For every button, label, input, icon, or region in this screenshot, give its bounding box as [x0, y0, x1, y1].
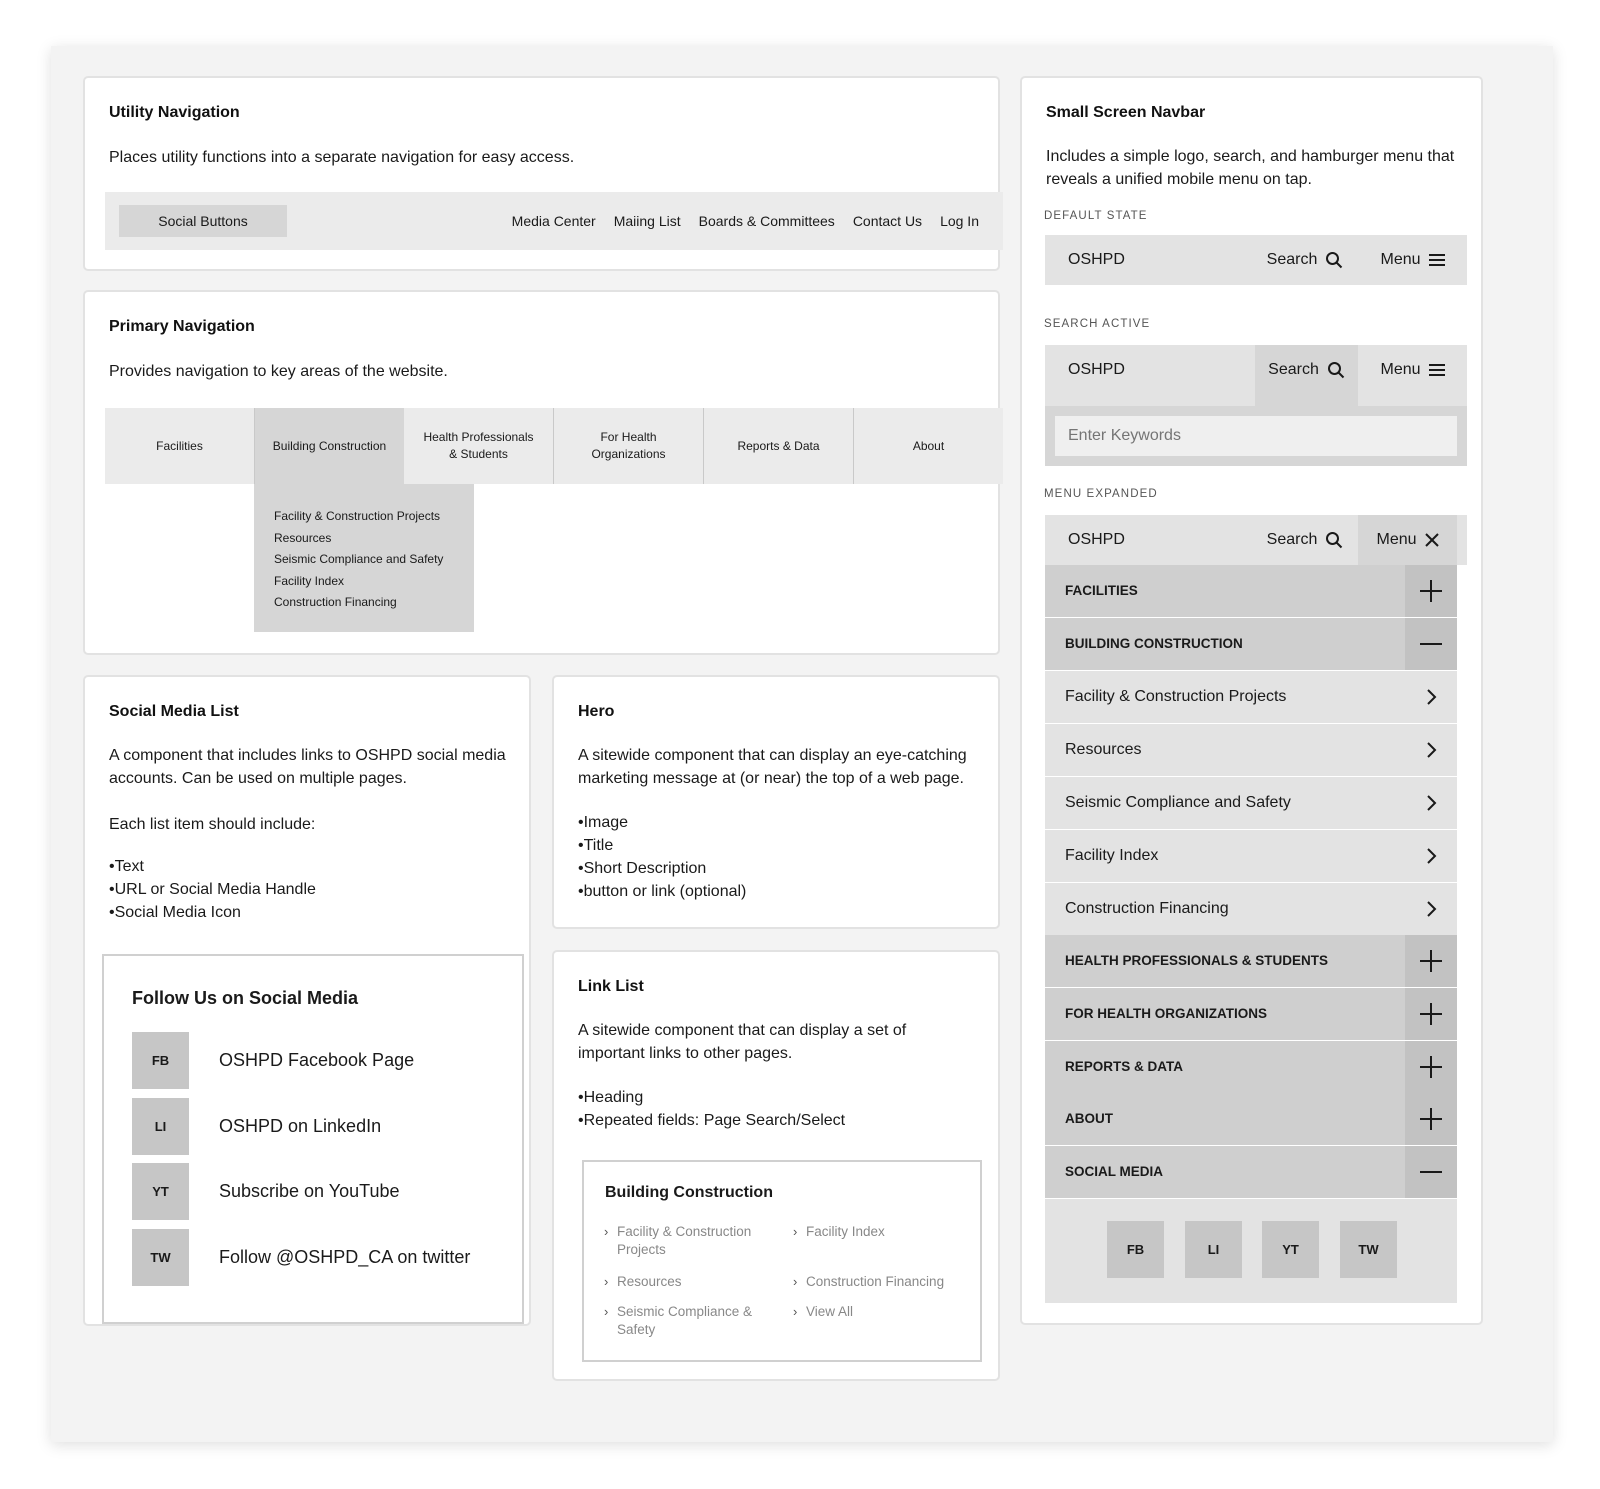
utility-navigation-card [83, 76, 1000, 271]
social-item-text: Follow @OSHPD_CA on twitter [219, 1247, 471, 1267]
facebook-icon: FB [132, 1032, 189, 1089]
small-screen-navbar-card [1020, 76, 1483, 1325]
utility-link-media-center[interactable]: Media Center [511, 213, 596, 229]
state-label-menu: MENU EXPANDED [1044, 488, 1158, 500]
nav-item-label: For Health Organizations [591, 430, 666, 461]
dropdown-item[interactable]: Facility & Construction Projects [274, 509, 441, 523]
search-button[interactable] [1253, 235, 1357, 285]
card-title: Social Media List [109, 703, 239, 720]
search-input[interactable] [1055, 416, 1457, 456]
bullet-item: • button or link (optional) [578, 880, 746, 903]
chevron-right-icon: › [604, 1274, 609, 1289]
link-list-item[interactable] [604, 1303, 774, 1339]
card-title: Primary Navigation [109, 318, 255, 335]
social-item-text: OSHPD on LinkedIn [219, 1116, 382, 1136]
menu-link[interactable] [1045, 883, 1457, 935]
menu-section-label: REPORTS & DATA [1065, 1059, 1183, 1074]
menu-link-label: Facility & Construction Projects [1065, 688, 1287, 705]
link-list-item[interactable] [793, 1303, 963, 1321]
hamburger-icon [1429, 253, 1445, 267]
chevron-right-icon [1419, 897, 1443, 921]
twitter-icon[interactable]: TW [1340, 1221, 1397, 1278]
card-description: A component that includes links to OSHPD social media accounts. Can be used on multiple pages. Each list item should include: [109, 747, 506, 833]
chevron-right-icon: › [793, 1224, 798, 1239]
social-media-list-card [83, 675, 531, 1326]
search-label: Search [1268, 361, 1319, 378]
social-item-linkedin[interactable] [132, 1098, 381, 1155]
chevron-right-icon [1419, 738, 1443, 762]
social-item-twitter[interactable] [132, 1229, 470, 1286]
link-text: Construction Financing [806, 1274, 945, 1289]
link-list-heading: Building Construction [605, 1184, 773, 1201]
search-icon [1325, 251, 1343, 269]
bullet-list [578, 811, 746, 903]
menu-button[interactable] [1358, 515, 1457, 565]
utility-bar [105, 192, 1003, 250]
bullet-list [578, 1086, 845, 1132]
menu-label: Menu [1380, 251, 1421, 268]
social-buttons[interactable]: Social Buttons [119, 205, 287, 237]
utility-links [512, 192, 979, 250]
menu-link-label: Seismic Compliance and Safety [1065, 794, 1291, 811]
facebook-icon[interactable]: FB [1107, 1221, 1164, 1278]
menu-section-building-construction[interactable] [1045, 618, 1457, 670]
chevron-right-icon: › [793, 1274, 798, 1289]
link-text: Resources [617, 1274, 682, 1289]
search-button[interactable] [1255, 345, 1358, 406]
state-label-default: DEFAULT STATE [1044, 210, 1148, 222]
youtube-icon[interactable]: YT [1262, 1221, 1319, 1278]
primary-navigation-card [83, 290, 1000, 655]
menu-section-facilities[interactable] [1045, 565, 1457, 617]
menu-link[interactable] [1045, 777, 1457, 829]
chevron-right-icon: › [604, 1304, 609, 1319]
logo[interactable]: OSHPD [1068, 361, 1125, 378]
link-text: Facility & Construction Projects [617, 1224, 752, 1257]
bullet-item: • Text [109, 855, 316, 878]
card-description: A sitewide component that can display an eye-catching marketing message at (or near) the top of a web page. [578, 747, 967, 787]
minus-icon[interactable] [1405, 1146, 1457, 1198]
follow-us-box [102, 954, 524, 1324]
utility-link-contact[interactable]: Contact Us [852, 213, 923, 229]
search-panel [1045, 406, 1467, 466]
card-title: Small Screen Navbar [1046, 104, 1206, 121]
utility-link-boards[interactable]: Boards & Committees [698, 213, 835, 229]
link-list-item[interactable] [793, 1223, 963, 1241]
card-title: Utility Navigation [109, 104, 240, 121]
dropdown-item[interactable]: Seismic Compliance and Safety [274, 552, 444, 566]
hero-card [552, 675, 1000, 929]
menu-section-reports-data[interactable] [1045, 1041, 1457, 1093]
plus-icon[interactable] [1405, 935, 1457, 987]
plus-icon[interactable] [1405, 1093, 1457, 1145]
link-list-item[interactable] [793, 1273, 963, 1291]
search-label: Search [1266, 531, 1318, 548]
bullet-item: • Heading [578, 1086, 845, 1109]
bullet-item: • Repeated fields: Page Search/Select [578, 1109, 845, 1132]
search-icon [1325, 531, 1343, 549]
logo[interactable]: OSHPD [1068, 531, 1125, 548]
linkedin-icon[interactable]: LI [1185, 1221, 1242, 1278]
menu-section-label: SOCIAL MEDIA [1065, 1164, 1164, 1179]
menu-section-label: ABOUT [1065, 1111, 1113, 1126]
linkedin-icon: LI [132, 1098, 189, 1155]
primary-nav-bar [105, 408, 1003, 484]
social-item-text: OSHPD Facebook Page [219, 1050, 415, 1070]
link-list-example [582, 1160, 982, 1362]
social-item-youtube[interactable] [132, 1163, 399, 1220]
chevron-right-icon [1419, 791, 1443, 815]
mobile-navbar-search-active [1045, 345, 1467, 406]
menu-section-social-media[interactable] [1045, 1146, 1457, 1198]
card-description: Places utility functions into a separate navigation for easy access. [109, 149, 575, 166]
primary-nav-item-facilities[interactable]: Facilities [105, 408, 255, 484]
link-list-item[interactable] [604, 1273, 774, 1291]
close-icon [1425, 533, 1439, 547]
bullet-item: • Image [578, 811, 746, 834]
utility-link-mailing-list[interactable]: Maiing List [613, 213, 681, 229]
follow-title: Follow Us on Social Media [132, 988, 359, 1008]
menu-link[interactable] [1045, 724, 1457, 776]
utility-link-login[interactable]: Log In [940, 213, 979, 229]
mobile-navbar-default [1045, 235, 1467, 285]
primary-nav-item-about[interactable]: About [912, 438, 945, 453]
plus-icon[interactable] [1405, 565, 1457, 617]
menu-label: Menu [1376, 531, 1417, 548]
wireframe-board [51, 46, 1553, 1442]
search-icon [1327, 361, 1345, 379]
menu-section-label: HEALTH PROFESSIONALS & STUDENTS [1065, 953, 1329, 968]
menu-label: Menu [1380, 361, 1421, 378]
youtube-icon: YT [132, 1163, 189, 1220]
bullet-list [109, 855, 316, 924]
menu-link[interactable] [1045, 671, 1457, 723]
bullet-item: • Title [578, 834, 746, 857]
menu-link-label: Construction Financing [1065, 900, 1229, 917]
bullet-item: • Short Description [578, 857, 746, 880]
menu-section-label: BUILDING CONSTRUCTION [1065, 636, 1243, 651]
bullet-item: • URL or Social Media Handle [109, 878, 316, 901]
search-button[interactable] [1253, 515, 1357, 565]
twitter-icon: TW [132, 1229, 189, 1286]
link-text: View All [806, 1304, 854, 1319]
primary-nav-item-building-construction[interactable]: Building Construction [255, 408, 404, 484]
minus-icon[interactable] [1405, 618, 1457, 670]
search-label: Search [1266, 251, 1318, 268]
chevron-right-icon: › [604, 1224, 609, 1239]
plus-icon[interactable] [1405, 988, 1457, 1040]
social-item-facebook[interactable] [132, 1032, 414, 1089]
primary-nav-item-reports-data[interactable]: Reports & Data [704, 408, 854, 484]
state-label-search: SEARCH ACTIVE [1044, 318, 1151, 330]
menu-section-health-organizations[interactable] [1045, 988, 1457, 1040]
card-title: Hero [578, 703, 615, 720]
menu-button[interactable] [1358, 235, 1467, 285]
menu-section-about[interactable] [1045, 1093, 1457, 1145]
link-list-item[interactable] [604, 1223, 774, 1259]
social-item-text: Subscribe on YouTube [219, 1181, 400, 1201]
chevron-right-icon: › [793, 1304, 798, 1319]
menu-link-label: Resources [1065, 741, 1142, 758]
menu-section-health-professionals[interactable] [1045, 935, 1457, 987]
dropdown-item[interactable]: Resources [274, 530, 332, 545]
menu-link[interactable] [1045, 830, 1457, 882]
bullet-item: • Social Media Icon [109, 901, 316, 924]
chevron-right-icon [1419, 844, 1443, 868]
hamburger-icon [1429, 363, 1445, 377]
chevron-right-icon [1419, 685, 1443, 709]
card-description: A sitewide component that can display a set of important links to other pages. [578, 1022, 907, 1062]
link-text: Seismic Compliance & Safety [617, 1304, 753, 1337]
mobile-social-icons [1045, 1199, 1457, 1303]
menu-button[interactable] [1358, 345, 1467, 395]
logo[interactable]: OSHPD [1068, 251, 1125, 268]
dropdown-item[interactable]: Construction Financing [274, 595, 397, 609]
primary-nav-item-health-professionals[interactable] [404, 408, 554, 484]
nav-dropdown [254, 484, 474, 632]
link-list-card [552, 950, 1000, 1381]
link-text: Facility Index [806, 1224, 885, 1239]
card-description: Includes a simple logo, search, and hamburger menu that reveals a unified mobile menu on tap. [1046, 148, 1455, 188]
menu-section-label: FACILITIES [1065, 583, 1138, 598]
plus-icon[interactable] [1405, 1041, 1457, 1093]
menu-section-label: FOR HEALTH ORGANIZATIONS [1065, 1006, 1267, 1021]
menu-link-label: Facility Index [1065, 847, 1159, 864]
mobile-navbar-menu-expanded [1045, 515, 1467, 565]
card-title: Link List [578, 978, 644, 995]
card-description: Provides navigation to key areas of the website. [109, 363, 448, 380]
nav-item-label: Health Professionals & Students [423, 430, 534, 461]
primary-nav-item-health-organizations[interactable] [554, 408, 704, 484]
dropdown-item[interactable]: Facility Index [274, 573, 345, 588]
